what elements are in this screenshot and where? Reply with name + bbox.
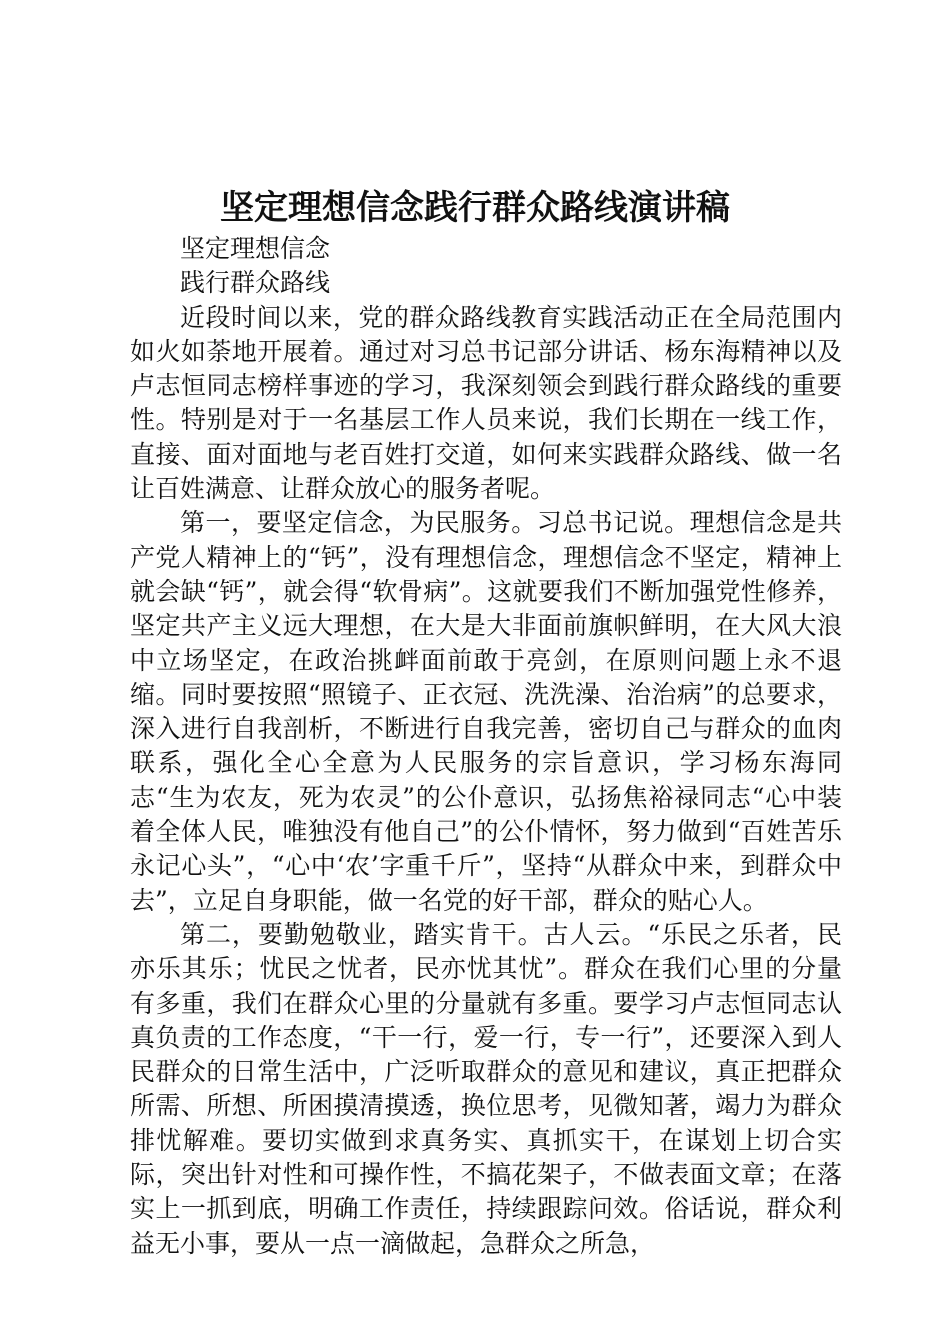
paragraph-second-point: 第二，要勤勉敬业，踏实肯干。古人云。“乐民之乐者，民亦乐其乐；忧民之忧者，民亦忧其忧”。群众在我们心里的分量有多重，我们在群众心里的分量就有多重。要学习卢志恒同志认真负责的工作态度，“干一行，爱一行，专一行”，还要深入到人民群众的日常生活中，广泛听取群众的意见和建议，真正把群众所需、所想、所困摸清摸透，换位思考，见微知著，竭力为群众排忧解难。要切实做到求真务实、真抓实干，在谋划上切合实际，突出针对性和可操作性，不搞花架子，不做表面文章；在落实上一抓到底，明确工作责任，持续跟踪问效。俗话说，群众利益无小事，要从一点一滴做起，急群众之所急， [130,919,842,1258]
paragraph-first-point: 第一，要坚定信念，为民服务。习总书记说。理想信念是共产党人精神上的“钙”，没有理想信念，理想信念不坚定，精神上就会缺“钙”，就会得“软骨病”。这就要我们不断加强党性修养，坚定共产主义远大理想，在大是大非面前旗帜鲜明，在大风大浪中立场坚定，在政治挑衅面前敢于亮剑，在原则问题上永不退缩。同时要按照“照镜子、正衣冠、洗洗澡、治治病”的总要求，深入进行自我剖析，不断进行自我完善，密切自己与群众的血肉联系，强化全心全意为人民服务的宗旨意识，学习杨东海同志“生为农友，死为农灵”的公仆意识，弘扬焦裕禄同志“心中装着全体人民，唯独没有他自己”的公仆情怀，努力做到“百姓苦乐永记心头”，“心中‘农’字重千斤”，坚持“从群众中来，到群众中去”，立足自身职能，做一名党的好干部，群众的贴心人。 [130,508,842,915]
document-title: 坚定理想信念践行群众路线演讲稿 [220,188,730,228]
document-body [130,232,842,1261]
subheading-1: 坚定理想信念 [180,234,331,263]
paragraph-intro: 近段时间以来，党的群众路线教育实践活动正在全局范围内如火如荼地开展着。通过对习总书记部分讲话、杨东海精神以及卢志恒同志榜样事迹的学习，我深刻领会到践行群众路线的重要性。特别是对于一名基层工作人员来说，我们长期在一线工作，直接、面对面地与老百姓打交道，如何来实践群众路线、做一名让百姓满意、让群众放心的服务者呢。 [130,302,842,504]
subheading-2: 践行群众路线 [180,268,331,298]
